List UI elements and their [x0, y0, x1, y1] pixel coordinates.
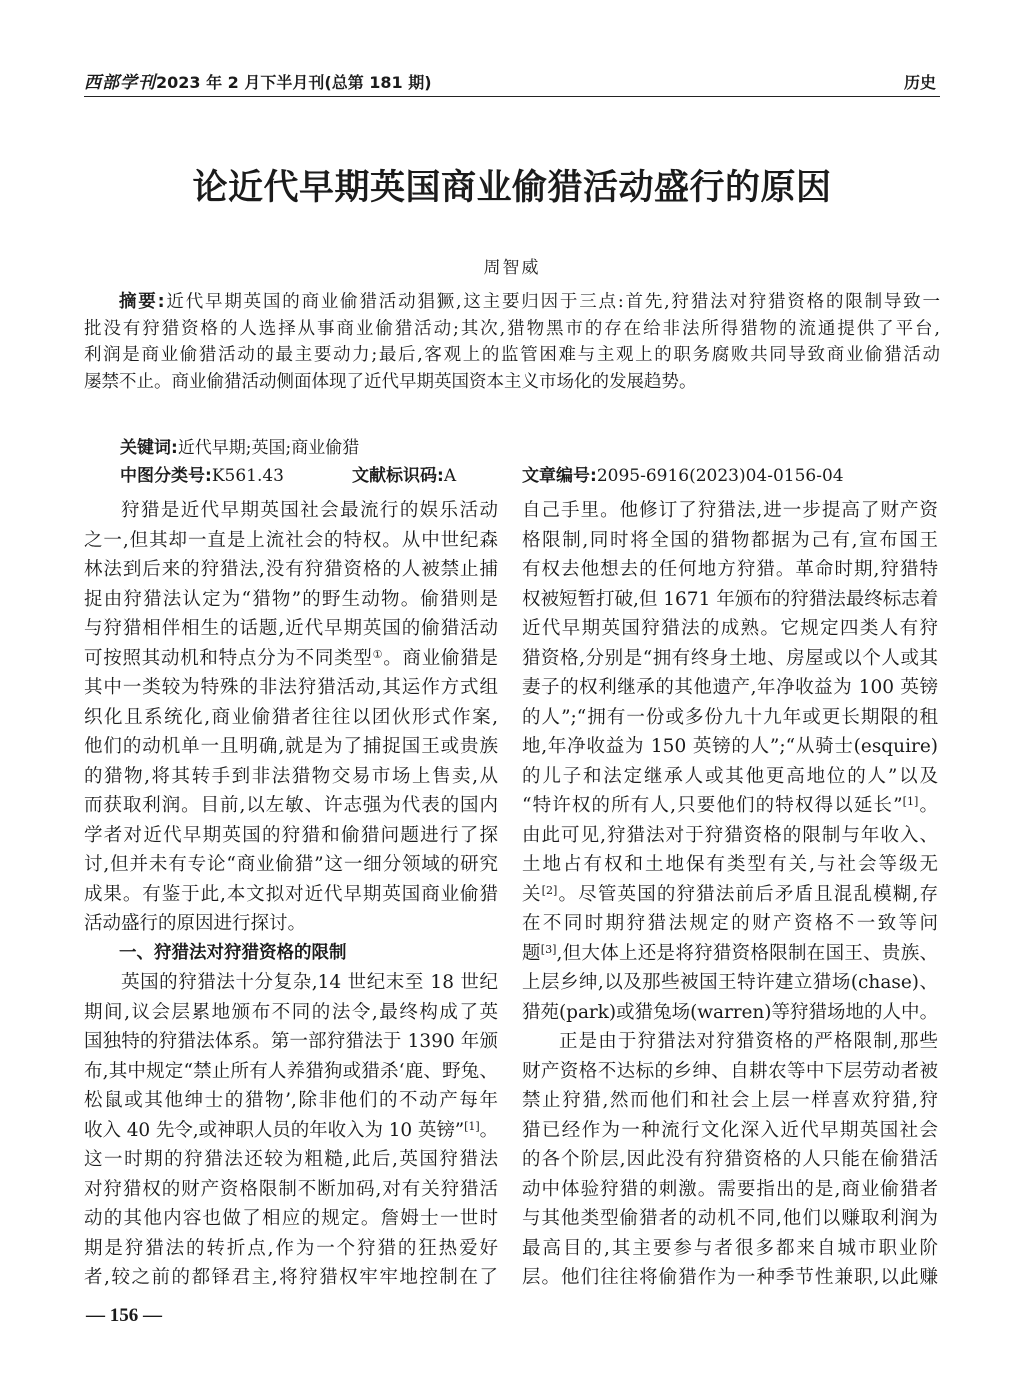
document-code-label: 文献标识码: [352, 466, 444, 486]
abstract-label: 摘要: [119, 292, 165, 312]
body-line: 而获取利润。目前,以左敏、许志强为代表的国内 [84, 795, 498, 816]
body-line: 禁止狩猎,然而他们和社会上层一样喜欢狩猎,狩 [522, 1090, 938, 1111]
body-line: 期间,议会层累地颁布不同的法令,最终构成了英 [84, 1001, 498, 1023]
left-column [84, 496, 498, 1293]
page-number: — 156 — [86, 1305, 162, 1326]
body-line: 权被短暂打破,但 1671 年颁布的狩猎法最终标志着 [522, 588, 938, 610]
journal-logo: 西部学刊 [84, 73, 156, 93]
document-code-value: A [443, 466, 457, 486]
text-segment: ,但大体上还是将狩猎资格限制在国王、贵族、 [556, 942, 938, 964]
citation-marker: [1] [902, 794, 919, 808]
article-number-label: 文章编号: [522, 466, 597, 486]
keywords-label: 关键词: [120, 438, 178, 458]
body-line: 林法到后来的狩猎法,没有狩猎资格的人被禁止捕 [84, 559, 498, 580]
body-line: 讨,但并未有专论“商业偷猎”这一细分领域的研究 [84, 854, 498, 875]
header-rule [84, 96, 940, 97]
body-line: 土地占有权和土地保有类型有关,与社会等级无 [522, 854, 938, 875]
body-line: 的猎物,将其转手到非法猎物交易市场上售卖,从 [84, 765, 498, 787]
body-line: 其中一类较为特殊的非法狩猎活动,其运作方式组 [84, 677, 498, 698]
section-heading: 一、狩猎法对狩猎资格的限制 [119, 942, 347, 963]
body-line: 层。他们往往将偷猎作为一种季节性兼职,以此赚 [522, 1267, 938, 1288]
body-line: 猎资格,分别是“拥有终身土地、房屋或以个人或其 [522, 647, 938, 669]
body-line: 学者对近代早期英国的狩猎和偷猎问题进行了探 [84, 824, 498, 846]
body-line: 猎苑(park)或猎兔场(warren)等狩猎场地的人中。 [522, 1001, 938, 1023]
right-column [522, 496, 938, 1293]
body-line: 自己手里。他修订了狩猎法,进一步提高了财产资 [522, 500, 938, 521]
body-line: 最高目的,其主要参与者很多都来自城市职业阶 [522, 1237, 938, 1259]
issue-info: 2023 年 2 月下半月刊(总第 181 期) [156, 73, 432, 92]
body-line: 有权去他想去的任何地方狩猎。革命时期,狩猎特 [522, 559, 938, 580]
body-line: 织化且系统化,商业偷猎者往往以团伙形式作案, [84, 706, 498, 728]
text-segment: 可按照其动机和特点分为不同类型 [84, 647, 373, 669]
paragraph-section-1-second [522, 1027, 938, 1293]
clc-number [120, 463, 284, 489]
paragraph-intro [84, 496, 498, 939]
body-line [84, 644, 498, 674]
article-number-value: 2095-6916(2023)04-0156-04 [596, 466, 844, 486]
body-line: 这一时期的狩猎法还较为粗糙,此后,英国狩猎法 [84, 1149, 498, 1170]
text-segment: 。尽管英国的狩猎法前后矛盾且混乱模糊,存 [557, 883, 938, 905]
citation-marker: [3] [540, 942, 557, 956]
text-segment: 。 [918, 795, 938, 816]
abstract-line: 利润是商业偷猎活动的最主要动力;最后,客观上的监管困难与主观上的职务腐败共同导致商业偷猎活动 [84, 345, 940, 366]
abstract [84, 289, 940, 395]
paragraph-section-1 [84, 968, 498, 1293]
body-line: 的各个阶层,因此没有狩猎资格的人只能在偷猎活 [522, 1149, 938, 1170]
text-segment: 收入 40 先令,或神职人员的年收入为 10 英镑” [84, 1119, 465, 1141]
abstract-line: 批没有狩猎资格的人选择从事商业偷猎活动;其次,猎物黑市的存在给非法所得猎物的流通提供了平台, [84, 318, 940, 339]
footnote-marker: ① [372, 647, 384, 661]
body-line: 财产资格不达标的乡绅、自耕农等中下层劳动者被 [522, 1060, 938, 1082]
body-line: 与其他类型偷猎者的动机不同,他们以赚取利润为 [522, 1208, 938, 1229]
body-line: 活动盛行的原因进行探讨。 [84, 913, 307, 934]
body-line: 格限制,同时将全国的猎物都据为己有,宣布国王 [522, 529, 938, 551]
body-line: 之一,但其却一直是上流社会的特权。从中世纪森 [84, 529, 498, 551]
body-line: 期是狩猎法的转折点,作为一个狩猎的狂热爱好 [84, 1237, 498, 1259]
body-line: 由此可见,狩猎法对于狩猎资格的限制与年收入、 [522, 824, 938, 846]
paragraph-section-1-continued [522, 496, 938, 1027]
body-line: 国独特的狩猎法体系。第一部狩猎法于 1390 年颁 [84, 1031, 498, 1052]
author-name: 周智威 [483, 258, 541, 278]
body-line: 妻子的权利继承的其他遗产,年净收益为 100 英镑 [522, 677, 938, 698]
body-line: 狩猎是近代早期英国社会最流行的娱乐活动 [121, 500, 498, 521]
text-segment: 。 [479, 1119, 498, 1141]
keywords-value: 近代早期;英国;商业偷猎 [177, 438, 360, 458]
body-line: 他们的动机单一且明确,就是为了捕捉国王或贵族 [84, 736, 498, 757]
text-segment: 。商业偷猎是 [383, 647, 498, 669]
body-line: 动的其他内容也做了相应的规定。詹姆士一世时 [84, 1208, 498, 1229]
abstract-text: 近代早期英国的商业偷猎活动猖獗,这主要归因于三点:首先,狩猎法对狩猎资格的限制导致一 [164, 292, 940, 312]
body-line [522, 939, 938, 969]
body-line: 上层乡绅,以及那些被国王特许建立猎场(chase)、 [522, 972, 938, 993]
body-line: 捉由狩猎法认定为“猎物”的野生动物。偷猎则是 [84, 588, 498, 610]
body-line: 动中体验狩猎的刺激。需要指出的是,商业偷猎者 [522, 1178, 938, 1200]
body-line [84, 1116, 498, 1146]
abstract-line [84, 289, 940, 316]
body-line: 松鼠或其他绅士的猎物’,除非他们的不动产每年 [84, 1090, 498, 1111]
body-line: 成果。有鉴于此,本文拟对近代早期英国商业偷猎 [84, 883, 498, 905]
keywords [120, 435, 940, 461]
article-title: 论近代早期英国商业偷猎活动盛行的原因 [192, 167, 832, 208]
citation-marker: [1] [464, 1119, 480, 1133]
article-number [522, 463, 844, 489]
body-line: 的儿子和法定继承人或其他更高地位的人”以及 [522, 765, 938, 787]
section-label: 历史 [903, 73, 936, 92]
body-line: 在不同时期狩猎法规定的财产资格不一致等问 [522, 913, 938, 934]
body-line: 布,其中规定“禁止所有人养猎狗或猎杀‘鹿、野兔、 [84, 1060, 498, 1082]
body-line [522, 791, 938, 821]
body-line [522, 880, 938, 910]
body-line: 正是由于狩猎法对狩猎资格的严格限制,那些 [559, 1031, 938, 1052]
body-line: 与狩猎相伴相生的话题,近代早期英国的偷猎活动 [84, 618, 498, 639]
body-line: 英国的狩猎法十分复杂,14 世纪末至 18 世纪 [121, 972, 498, 993]
running-header [84, 72, 940, 94]
text-segment: 题 [522, 942, 541, 964]
document-code [352, 463, 456, 489]
body-line: 的人”;“拥有一份或多份九十九年或更长期限的租 [522, 706, 938, 728]
clc-value: K561.43 [211, 466, 284, 486]
clc-label: 中图分类号: [120, 466, 212, 486]
body-line: 近代早期英国狩猎法的成熟。它规定四类人有狩 [522, 618, 938, 639]
body-line: 者,较之前的都铎君主,将狩猎权牢牢地控制在了 [84, 1267, 498, 1288]
body-line: 对狩猎权的财产资格限制不断加码,对有关狩猎活 [84, 1178, 498, 1200]
text-segment: “特许权的所有人,只要他们的特权得以延长” [522, 795, 903, 816]
text-segment: 关 [522, 883, 542, 905]
body-line: 猎已经作为一种流行文化深入近代早期英国社会 [522, 1119, 938, 1141]
abstract-line: 屡禁不止。商业偷猎活动侧面体现了近代早期英国资本主义市场化的发展趋势。 [84, 371, 697, 392]
citation-marker: [2] [541, 883, 558, 897]
body-line: 地,年净收益为 150 英镑的人”;“从骑士(esquire) [522, 736, 938, 757]
